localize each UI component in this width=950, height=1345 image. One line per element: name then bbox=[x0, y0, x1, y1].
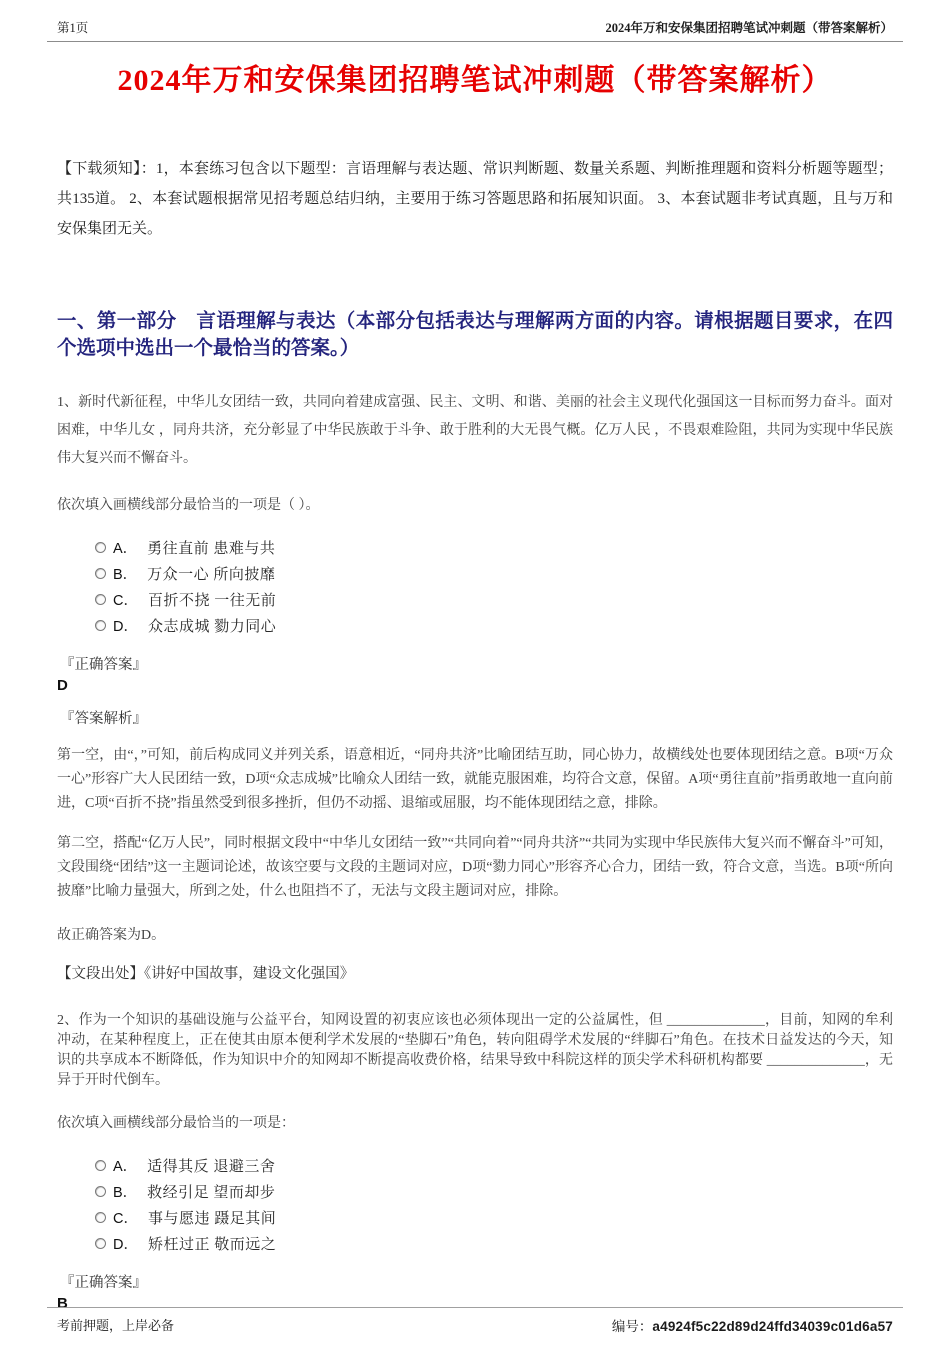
option-text: 众志成城 勠力同心 bbox=[147, 618, 277, 635]
option-letter: D． bbox=[113, 618, 138, 635]
option-letter: D． bbox=[113, 1236, 138, 1253]
header-doc-title: 2024年万和安保集团招聘笔试冲刺题（带答案解析） bbox=[605, 21, 893, 35]
radio-button[interactable] bbox=[95, 1238, 106, 1249]
page-content bbox=[0, 154, 950, 1312]
option-row-a[interactable] bbox=[95, 534, 893, 560]
options-group bbox=[95, 1152, 893, 1256]
correct-answer-label: 『正确答案』 bbox=[60, 657, 147, 673]
option-row-d[interactable] bbox=[95, 612, 893, 638]
option-row-c[interactable] bbox=[95, 1204, 893, 1230]
footer-serial bbox=[612, 1315, 893, 1335]
option-letter: B． bbox=[113, 1184, 138, 1201]
serial-code: a4924f5c22d89d24ffd34039c01d6a57 bbox=[652, 1319, 893, 1334]
radio-button[interactable] bbox=[95, 1186, 106, 1197]
section-heading: 一、第一部分 言语理解与表达（本部分包括表达与理解两方面的内容。请根据题目要求，在四个选项中选出一个最恰当的答案。） bbox=[57, 311, 893, 359]
option-letter: C． bbox=[113, 1210, 138, 1227]
options-group bbox=[95, 534, 893, 638]
option-text: 事与愿违 蹑足其间 bbox=[147, 1210, 277, 1227]
passage-source: 【文段出处】《讲好中国故事，建设文化强国》 bbox=[57, 966, 355, 982]
page-number: 第1页 bbox=[57, 21, 89, 35]
radio-button[interactable] bbox=[95, 542, 106, 553]
option-letter: C． bbox=[113, 592, 138, 609]
radio-button[interactable] bbox=[95, 620, 106, 631]
analysis-paragraph-1: 第一空，由“，”可知，前后构成同义并列关系，语意相近，“同舟共济”比喻团结互助，同心协力，故横线处也要体现团结之意。B项“万众一心”形容广大人民团结一致，D项“众志成城”比喻众人团结一致，就能克服困难，均符合文意，保留。A项“勇往直前”指勇敢地一直向前进，C项“百折不挠”指虽然受到很多挫折，但仍不动摇、退缩或屈服，均不能体现团结之意，排除。 bbox=[57, 748, 893, 811]
serial-label: 编号： bbox=[611, 1319, 653, 1334]
question-prompt: 依次填入画横线部分最恰当的一项是： bbox=[57, 1116, 295, 1131]
option-row-b[interactable] bbox=[95, 1178, 893, 1204]
option-letter: A． bbox=[113, 540, 138, 557]
footer-slogan: 考前押题，上岸必备 bbox=[57, 1318, 175, 1333]
question-2 bbox=[57, 1011, 893, 1312]
option-text: 百折不挠 一往无前 bbox=[147, 592, 277, 609]
analysis-paragraph-2: 第二空，搭配“亿万人民”，同时根据文段中“中华儿女团结一致”“共同向着”“同舟共济”“共同为实现中华民族伟大复兴而不懈奋斗”可知，文段围绕“团结”这一主题词论述，故该空要与文段的主题词对应，D项“勠力同心”形容齐心合力，团结一致，符合文意，当选。B项“所向披靡”比喻力量强大，所到之处，什么也阻挡不了，无法与文段主题词对应，排除。 bbox=[57, 836, 893, 899]
option-text: 救经引足 望而却步 bbox=[147, 1184, 276, 1201]
option-letter: A． bbox=[113, 1158, 138, 1175]
radio-button[interactable] bbox=[95, 594, 106, 605]
question-stem: 2、作为一个知识的基础设施与公益平台，知网设置的初衷应该也必须体现出一定的公益属性，但 ______________，目前，知网的牟利冲动，在某种程度上，正在使其由原本便利学术发展的“垫脚石”角色，转向阻碍学术发展的“绊脚石”角色。在技术日益发达的今天，知识的共享成本不断降低，作为知识中介的知网却不断提高收费价格，结果导致中科院这样的顶尖学术科研机构都要 ______________，无异于开时代倒车。 bbox=[57, 1013, 893, 1088]
radio-button[interactable] bbox=[95, 568, 106, 579]
question-1 bbox=[57, 389, 893, 984]
analysis-label: 『答案解析』 bbox=[60, 711, 147, 727]
question-stem: 1、新时代新征程，中华儿女团结一致，共同向着建成富强、民主、文明、和谐、美丽的社会主义现代化强国这一目标而努力奋斗。面对困难，中华儿女 ，同舟共济，充分彰显了中华民族敢于斗争、敢于胜利的大无畏气概。亿万人民 ，不畏艰难险阻，共同为实现中华民族伟大复兴而不懈奋斗。 bbox=[57, 395, 893, 466]
radio-button[interactable] bbox=[95, 1212, 106, 1223]
correct-answer-value: D bbox=[57, 677, 68, 694]
page-footer bbox=[47, 1307, 903, 1335]
correct-answer-label: 『正确答案』 bbox=[60, 1275, 147, 1291]
page-header bbox=[47, 18, 903, 42]
radio-button[interactable] bbox=[95, 1160, 106, 1171]
option-row-a[interactable] bbox=[95, 1152, 893, 1178]
option-text: 矫枉过正 敬而远之 bbox=[147, 1236, 277, 1253]
analysis-conclusion: 故正确答案为D。 bbox=[57, 928, 166, 943]
download-notice: 【下载须知】：1，本套练习包含以下题型：言语理解与表达题、常识判断题、数量关系题、判断推理题和资料分析题等题型；共135道。 2、本套试题根据常见招考题总结归纳，主要用于练习答题思路和拓展知识面。 3、本套试题非考试真题，且与万和安保集团无关。 bbox=[57, 161, 893, 237]
option-row-b[interactable] bbox=[95, 560, 893, 586]
correct-answer-value: B bbox=[57, 1295, 68, 1312]
option-text: 万众一心 所向披靡 bbox=[147, 566, 276, 583]
option-letter: B． bbox=[113, 566, 138, 583]
document-title: 2024年万和安保集团招聘笔试冲刺题（带答案解析） bbox=[117, 64, 833, 97]
question-prompt: 依次填入画横线部分最恰当的一项是（ ）。 bbox=[57, 498, 320, 513]
option-row-c[interactable] bbox=[95, 586, 893, 612]
option-row-d[interactable] bbox=[95, 1230, 893, 1256]
option-text: 适得其反 退避三舍 bbox=[147, 1158, 276, 1175]
option-text: 勇往直前 患难与共 bbox=[147, 540, 276, 557]
